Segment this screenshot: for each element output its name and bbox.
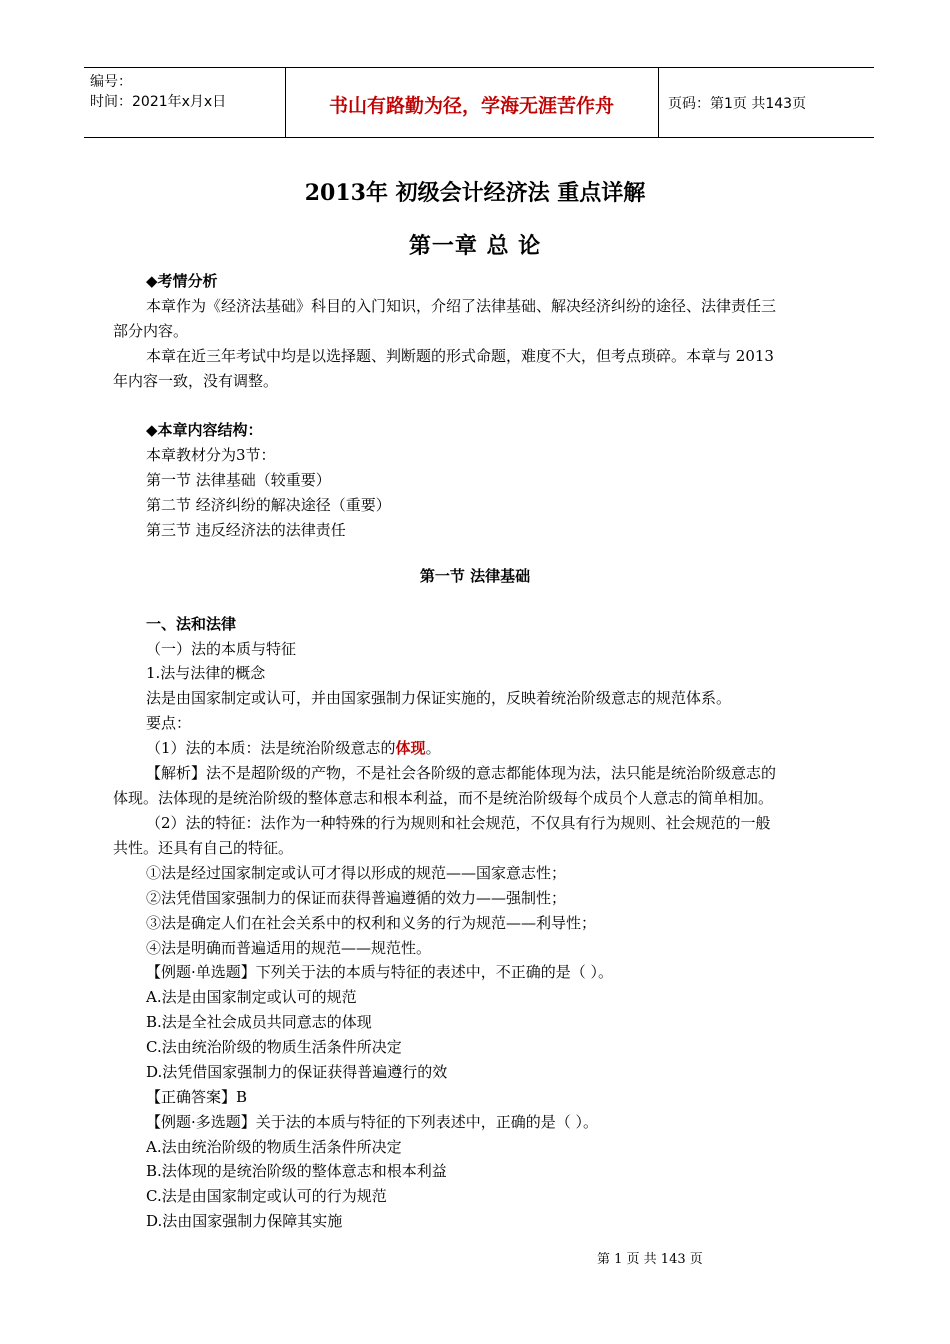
option: A.法是由国家制定或认可的规范 <box>146 988 357 1006</box>
header-divider <box>658 68 659 137</box>
point-1: （1）法的本质：法是统治阶级意志的体现。 <box>146 739 441 757</box>
header-page-code: 页码：第1页 共143页 <box>668 96 807 112</box>
page-header <box>84 67 874 138</box>
option: A.法由统治阶级的物质生活条件所决定 <box>146 1138 402 1156</box>
structure-intro: 本章教材分为3节： <box>146 446 276 464</box>
header-motto: 书山有路勤为径，学海无涯苦作舟 <box>328 95 614 117</box>
chapter-title: 第一章 总 论 <box>408 233 542 259</box>
time-label: 时间：2021年x月x日 <box>90 94 227 110</box>
structure-item: 第三节 违反经济法的法律责任 <box>146 521 346 539</box>
structure-heading: ◆本章内容结构： <box>146 421 263 439</box>
structure-item: 第一节 法律基础（较重要） <box>146 471 331 489</box>
header-meta <box>90 72 226 112</box>
option: D.法凭借国家强制力的保证获得普遍遵行的效 <box>146 1063 448 1081</box>
structure-item: 第二节 经济纠纷的解决途径（重要） <box>146 496 391 514</box>
point-2: （2）法的特征：法作为一种特殊的行为规则和社会规范，不仅具有行为规则、社会规范的一般 <box>146 814 771 832</box>
question-1: 【例题·单选题】下列关于法的本质与特征的表述中，不正确的是（ ）。 <box>146 963 614 981</box>
points-label: 要点： <box>146 714 192 732</box>
option: B.法体现的是统治阶级的整体意志和根本利益 <box>146 1162 447 1180</box>
option: C.法是由国家制定或认可的行为规范 <box>146 1187 387 1205</box>
section-title: 第一节 法律基础 <box>419 567 531 585</box>
question-2: 【例题·多选题】关于法的本质与特征的下列表述中，正确的是（ ）。 <box>146 1113 599 1131</box>
definition: 法是由国家制定或认可，并由国家强制力保证实施的，反映着统治阶级意志的规范体系。 <box>146 689 732 707</box>
analysis-line: 体现。法体现的是统治阶级的整体意志和根本利益，而不是统治阶级每个成员个人意志的简单相加。 <box>113 789 774 807</box>
point-2: 共性。还具有自己的特征。 <box>113 839 294 857</box>
emphasis-text: 体现 <box>395 739 426 757</box>
feature-item: ①法是经过国家制定或认可才得以形成的规范——国家意志性； <box>146 864 567 882</box>
heading-3: 1.法与法律的概念 <box>146 664 266 682</box>
analysis-line: 【解析】法不是超阶级的产物，不是社会各阶级的意志都能体现为法，法只能是统治阶级意志的 <box>146 764 777 782</box>
paragraph-line: 本章在近三年考试中均是以选择题、判断题的形式命题，难度不大，但考点琐碎。本章与 2013 <box>146 347 774 365</box>
heading-1: 一、法和法律 <box>146 615 237 633</box>
analysis-heading: ◆考情分析 <box>146 272 218 290</box>
feature-item: ④法是明确而普遍适用的规范——规范性。 <box>146 939 432 957</box>
serial-label: 编号： <box>90 74 132 90</box>
option: C.法由统治阶级的物质生活条件所决定 <box>146 1038 402 1056</box>
document-title: 2013年 初级会计经济法 重点详解 <box>304 180 646 206</box>
option: B.法是全社会成员共同意志的体现 <box>146 1013 372 1031</box>
paragraph-line: 部分内容。 <box>113 322 189 340</box>
paragraph-line: 本章作为《经济法基础》科目的入门知识，介绍了法律基础、解决经济纠纷的途径、法律责任三 <box>146 297 777 315</box>
answer: 【正确答案】B <box>146 1088 248 1106</box>
option: D.法由国家强制力保障其实施 <box>146 1212 343 1230</box>
feature-item: ③法是确定人们在社会关系中的权利和义务的行为规范——利导性； <box>146 914 597 932</box>
feature-item: ②法凭借国家强制力的保证而获得普遍遵循的效力——强制性； <box>146 889 567 907</box>
heading-2: （一）法的本质与特征 <box>146 640 297 658</box>
paragraph-line: 年内容一致，没有调整。 <box>113 372 279 390</box>
page-footer: 第 1 页 共 143 页 <box>597 1252 703 1267</box>
